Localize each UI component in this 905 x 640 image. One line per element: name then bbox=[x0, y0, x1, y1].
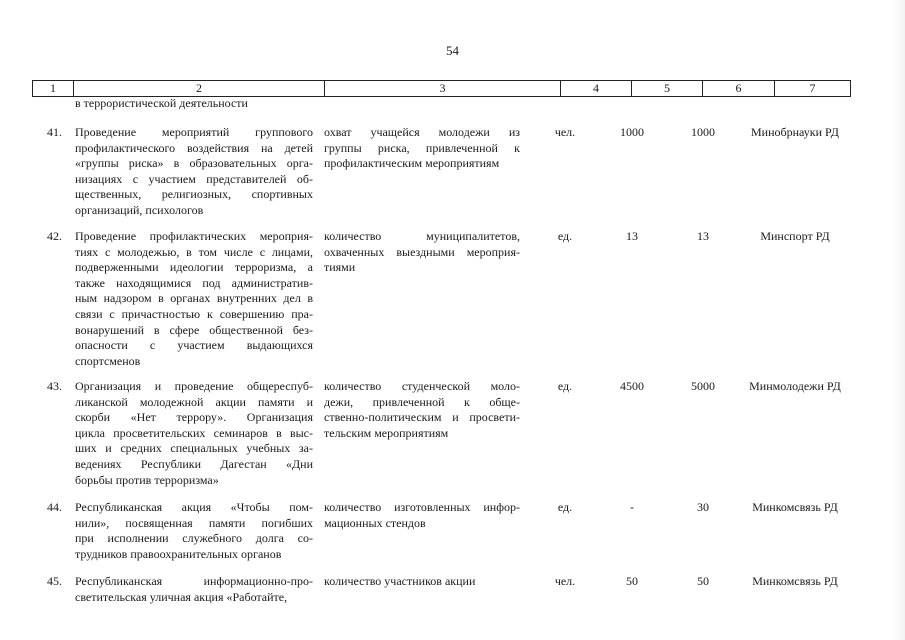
responsible-cell: Минспорт РД bbox=[760, 229, 830, 243]
responsible-cell: Минкомсвязь РД bbox=[752, 500, 838, 514]
value-col5-cell: - bbox=[630, 500, 634, 514]
activity-cell-line: щественных, религиозных, спортивных bbox=[75, 187, 313, 202]
activity-cell-line: связи с причастностью к совершению пра- bbox=[75, 306, 313, 321]
value-col5-cell: 4500 bbox=[620, 379, 644, 393]
activity-cell-line: трудников правоохранительных органов bbox=[75, 546, 282, 561]
activity-cell-line: ным надзором в органах внутренних дел в bbox=[75, 291, 313, 306]
activity-cell-line: Проведение профилактических мероприя- bbox=[75, 229, 313, 243]
activity-cell-line: при исполнении служебного долга со- bbox=[75, 531, 313, 546]
activity-cell-line: также находящимися под административ- bbox=[75, 275, 313, 290]
value-col5-cell: 50 bbox=[626, 574, 638, 588]
activity-cell-line: подверженными идеологии терроризма, а bbox=[75, 260, 313, 275]
value-col6-cell: 30 bbox=[697, 500, 709, 514]
indicator-cell bbox=[324, 574, 520, 590]
activity-cell-line: опасности с участием выдающихся bbox=[75, 338, 313, 353]
activity-cell-line: Республиканская информационно-про- bbox=[75, 574, 313, 588]
activity-cell-line: низациях с участием представителей об- bbox=[75, 171, 313, 186]
activity-cell-line: ликанской молодежной акции памяти и bbox=[75, 394, 313, 409]
header-col-1: 1 bbox=[33, 81, 74, 96]
value-col5-cell: 1000 bbox=[620, 125, 644, 139]
activity-cell-line: борьбы против терроризма» bbox=[75, 472, 219, 487]
activity-cell-line: светительская уличная акция «Работайте, bbox=[75, 589, 288, 604]
indicator-cell-line: тиями bbox=[324, 260, 356, 275]
value-col6-cell: 1000 bbox=[691, 125, 715, 139]
activity-cell bbox=[75, 229, 313, 369]
activity-cell-line: ведениях Республики Дагестан «Дни bbox=[75, 456, 313, 471]
indicator-cell-line: количество участников акции bbox=[324, 574, 476, 588]
indicator-cell-line: профилактическим мероприятиям bbox=[324, 156, 500, 171]
header-col-6: 6 bbox=[703, 81, 775, 96]
row-number: 41. bbox=[47, 125, 62, 139]
header-col-3: 3 bbox=[325, 81, 561, 96]
activity-cell bbox=[75, 500, 313, 562]
unit-cell: чел. bbox=[554, 574, 576, 588]
unit-cell: чел. bbox=[554, 125, 576, 139]
activity-cell-line: Проведение мероприятий группового bbox=[75, 125, 313, 139]
indicator-cell-line: тельским мероприятиям bbox=[324, 425, 449, 440]
unit-cell: ед. bbox=[557, 500, 573, 514]
row-number: 44. bbox=[47, 500, 62, 514]
responsible-cell: Минмолодежи РД bbox=[749, 379, 841, 393]
scan-edge-shadow bbox=[893, 0, 905, 640]
indicator-cell-line: ственно-политическим и просвети- bbox=[324, 410, 520, 425]
row-number: 45. bbox=[47, 574, 62, 588]
activity-cell-line: вонарушений в сфере общественной без- bbox=[75, 322, 313, 337]
value-col6-cell: 50 bbox=[697, 574, 709, 588]
indicator-cell-line: мационных стендов bbox=[324, 515, 426, 530]
unit-cell: ед. bbox=[557, 379, 573, 393]
header-col-4: 4 bbox=[561, 81, 632, 96]
activity-cell-line: спортсменов bbox=[75, 353, 141, 368]
indicator-cell bbox=[324, 229, 520, 276]
activity-cell-line: тиях с молодежью, в том числе с лицами, bbox=[75, 244, 313, 259]
header-col-2: 2 bbox=[74, 81, 325, 96]
page-number: 54 bbox=[446, 43, 459, 58]
responsible-cell: Минобрнауки РД bbox=[751, 125, 839, 139]
indicator-cell-line: количество студенческой моло- bbox=[324, 379, 520, 393]
activity-cell bbox=[75, 379, 313, 488]
activity-cell bbox=[75, 125, 313, 219]
value-col6-cell: 13 bbox=[697, 229, 709, 243]
row-number: 42. bbox=[47, 229, 62, 243]
activity-cell-line: «группы риска» в образовательных орга- bbox=[75, 156, 313, 171]
responsible-cell: Минкомсвязь РД bbox=[752, 574, 838, 588]
activity-cell-line: ших и средних специальных учебных за- bbox=[75, 441, 313, 456]
header-col-7: 7 bbox=[775, 81, 851, 96]
value-col6-cell: 5000 bbox=[691, 379, 715, 393]
activity-cell-line: Республиканская акция «Чтобы пом- bbox=[75, 500, 313, 514]
activity-cell-line: цикла просветительских семинаров в выс- bbox=[75, 425, 313, 440]
indicator-cell bbox=[324, 500, 520, 531]
value-col5-cell: 13 bbox=[626, 229, 638, 243]
activity-cell-line: нили», посвященная памяти погибших bbox=[75, 515, 313, 530]
indicator-cell-line: количество муниципалитетов, bbox=[324, 229, 520, 243]
activity-cell-line: профилактического воздействия на детей bbox=[75, 140, 313, 155]
indicator-cell bbox=[324, 379, 520, 441]
table-header bbox=[32, 80, 851, 97]
indicator-cell-line: группы риска, привлеченной к bbox=[324, 140, 520, 155]
indicator-cell bbox=[324, 125, 520, 172]
activity-cell bbox=[75, 574, 313, 605]
indicator-cell-line: охват учащейся молодежи из bbox=[324, 125, 520, 139]
continuation-text: в террористической деятельности bbox=[75, 96, 248, 110]
indicator-cell-line: дежи, привлеченной к обще- bbox=[324, 394, 520, 409]
activity-cell-line: организаций, психологов bbox=[75, 202, 204, 217]
activity-cell-line: Организация и проведение общереспуб- bbox=[75, 379, 313, 393]
unit-cell: ед. bbox=[557, 229, 573, 243]
indicator-cell-line: количество изготовленных инфор- bbox=[324, 500, 520, 514]
row-number: 43. bbox=[47, 379, 62, 393]
indicator-cell-line: охваченных выездными мероприя- bbox=[324, 244, 520, 259]
activity-cell-line: скорби «Нет террору». Организация bbox=[75, 410, 313, 425]
header-col-5: 5 bbox=[632, 81, 703, 96]
